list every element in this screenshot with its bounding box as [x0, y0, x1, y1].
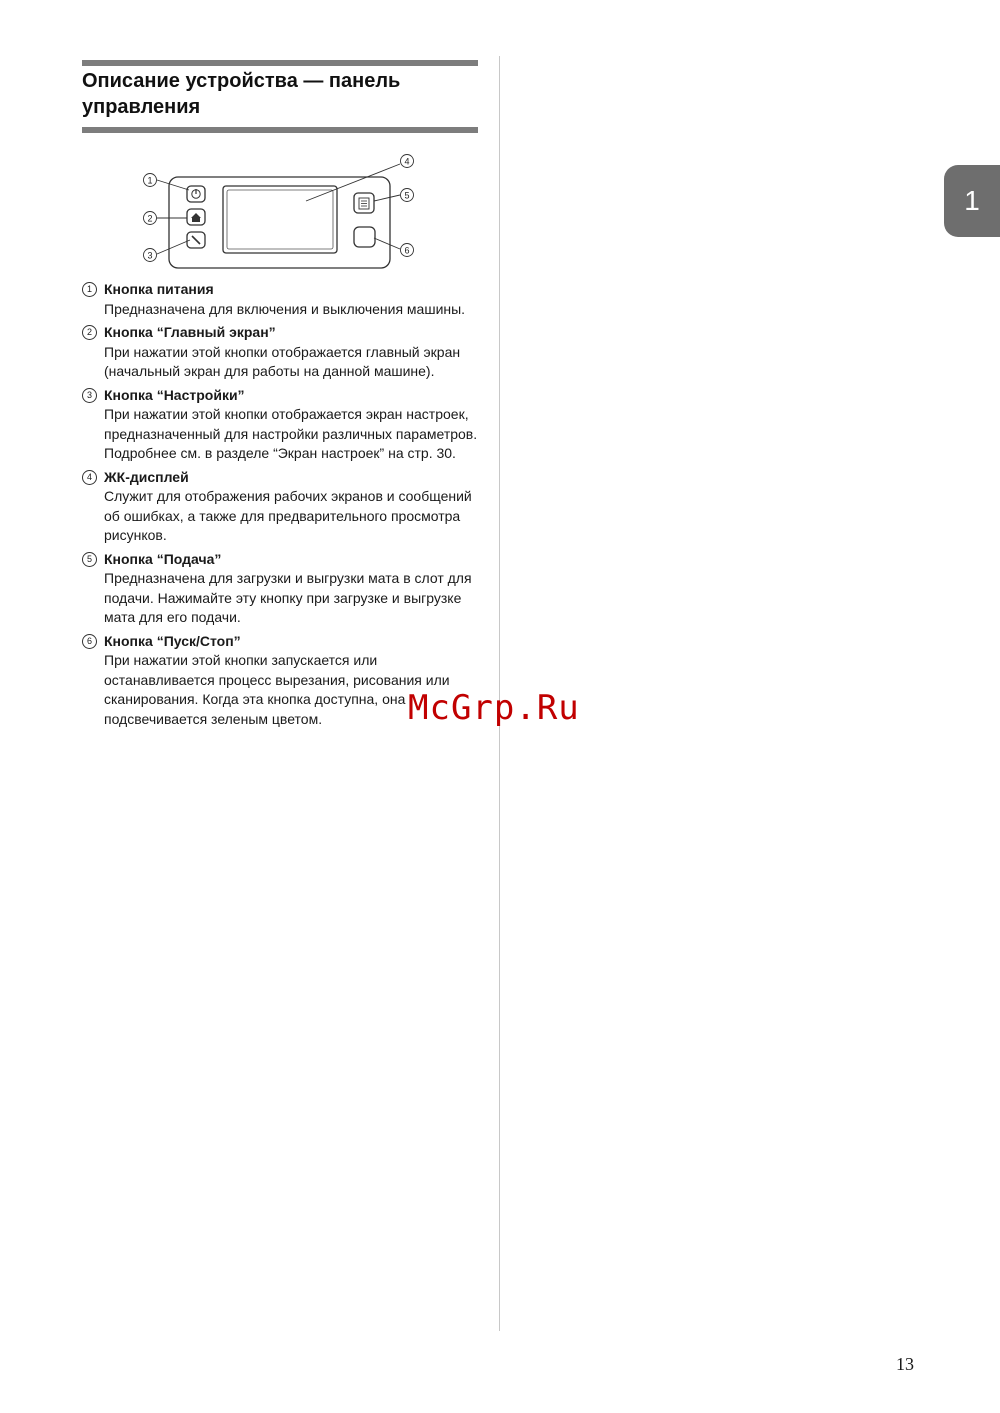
item-description: Предназначена для включения и выключения машины.: [104, 300, 466, 317]
list-item-home-button: [82, 323, 482, 382]
item-number-badge: 3: [82, 388, 97, 403]
svg-text:5: 5: [404, 190, 410, 201]
section-title-line1: Описание устройства — панель: [82, 70, 401, 92]
callout-2: [144, 212, 157, 225]
list-item-feed-button: [82, 550, 482, 628]
item-description: При нажатии этой кнопки отображается главный экран (начальный экран для работы на данной машине).: [104, 343, 461, 379]
item-title: Кнопка “Главный экран”: [104, 324, 276, 340]
section-title-line2: управления: [82, 96, 201, 118]
title-rule-bottom: [82, 127, 478, 133]
item-description: При нажатии этой кнопки запускается или останавливается процесс вырезания, рисования или сканирования. Когда эта кнопка доступна, она подсвечивается зеленым цветом.: [104, 652, 450, 727]
list-item-lcd-display: [82, 468, 482, 546]
item-list: [82, 280, 482, 733]
list-item-power-button: [82, 280, 482, 319]
svg-text:4: 4: [404, 156, 410, 167]
callout-1: [144, 174, 157, 187]
item-number-badge: 4: [82, 470, 97, 485]
callout-5: [401, 189, 414, 202]
chapter-number: 1: [964, 185, 980, 216]
item-description: Служит для отображения рабочих экранов и сообщений об ошибках, а также для предварительного просмотра рисунков.: [104, 488, 472, 543]
svg-text:6: 6: [404, 245, 410, 256]
callout-3: [144, 249, 157, 262]
item-title: Кнопка “Настройки”: [104, 386, 245, 403]
chapter-tab: [944, 165, 1000, 237]
list-item-settings-button: [82, 386, 482, 464]
item-number-badge: 2: [82, 325, 97, 340]
item-description: При нажатии этой кнопки отображается экран настроек, предназначенный для настройки различных параметров. Подробнее см. в разделе “Экран настроек” на стр. 30.: [104, 406, 478, 461]
home-button-icon: [187, 209, 205, 225]
svg-text:1: 1: [147, 175, 153, 186]
item-description: Предназначена для загрузки и выгрузки мата в слот для подачи. Нажимайте эту кнопку при загрузке и выгрузке мата для его подачи.: [104, 570, 472, 625]
control-panel-diagram: [130, 148, 430, 276]
item-title: Кнопка питания: [104, 281, 214, 297]
item-title: ЖК-дисплей: [104, 468, 189, 485]
item-title: Кнопка “Пуск/Стоп”: [104, 632, 241, 649]
power-button-icon: [187, 186, 205, 202]
item-number-badge: 1: [82, 282, 97, 297]
section-title: [82, 68, 482, 120]
callout-4: [401, 155, 414, 168]
item-number-badge: 6: [82, 634, 97, 649]
feed-button-icon: [354, 193, 374, 213]
svg-text:3: 3: [147, 250, 153, 261]
lcd-display-outline: [223, 186, 337, 253]
panel-outline: [169, 177, 390, 268]
svg-text:2: 2: [147, 213, 153, 224]
callout-6: [401, 244, 414, 257]
page-number: 13: [896, 1354, 914, 1374]
title-rule-top: [82, 60, 478, 66]
watermark: McGrp.Ru: [408, 688, 580, 728]
item-title: Кнопка “Подача”: [104, 550, 222, 567]
item-number-badge: 5: [82, 552, 97, 567]
start-stop-button-icon: [354, 227, 375, 247]
